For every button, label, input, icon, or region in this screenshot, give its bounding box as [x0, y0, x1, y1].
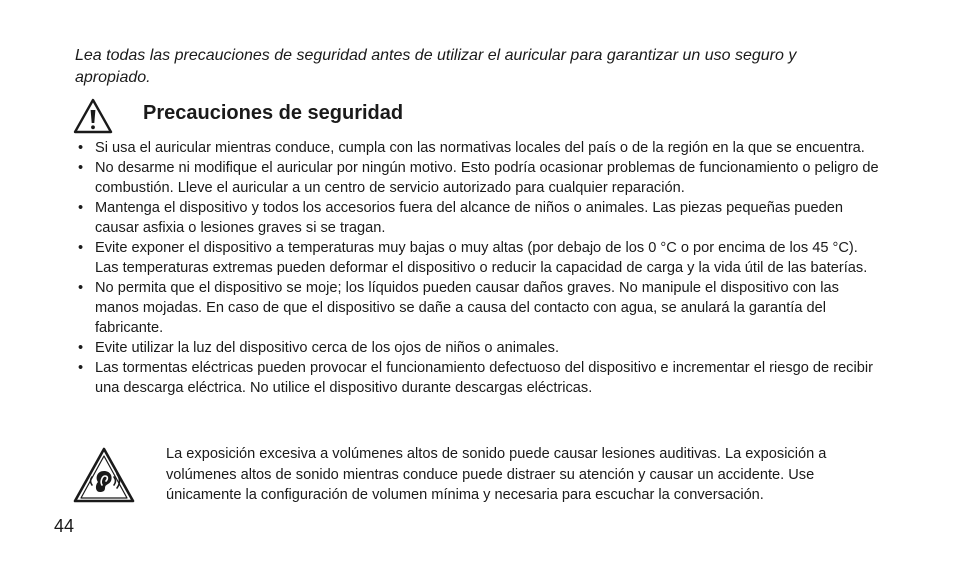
list-item: • Las tormentas eléctricas pueden provocar el funcionamiento defectuoso del dispositivo e incrementar el riesgo de recibir una descarga eléctrica. No utilice el dispositivo durante descargas eléctricas. [78, 358, 880, 398]
section-heading: Precauciones de seguridad [143, 102, 404, 124]
intro-text: Lea todas las precauciones de seguridad antes de utilizar el auricular para garantizar un uso seguro y apropiado. [75, 47, 797, 86]
list-item: • Evite exponer el dispositivo a temperaturas muy bajas o muy altas (por debajo de los 0 °C o por encima de los 45 °C). Las temperaturas extremas pueden deformar el dispositivo o reducir la capacidad de carga y la vida útil de las baterías. [78, 238, 880, 278]
precautions-list [78, 138, 880, 398]
list-item: • Mantenga el dispositivo y todos los accesorios fuera del alcance de niños o animales. Las piezas pequeñas pueden causar asfixia o lesiones graves si se tragan. [78, 198, 880, 238]
list-item: • Si usa el auricular mientras conduce, cumpla con las normativas locales del país o de la región en la que se encuentra. [78, 138, 880, 158]
list-item: • Evite utilizar la luz del dispositivo cerca de los ojos de niños o animales. [78, 338, 880, 358]
page-number: 44 [54, 516, 75, 536]
hearing-damage-warning-icon [73, 447, 135, 503]
hearing-warning-text: La exposición excesiva a volúmenes altos de sonido puede causar lesiones auditivas. La exposición a volúmenes altos de sonido mientras conduce puede distraer su atención y causar un accidente. Use únicamente la configuración de volumen mínima y necesaria para escuchar la conversación. [166, 446, 827, 503]
list-item: • No desarme ni modifique el auricular por ningún motivo. Esto podría ocasionar problemas de funcionamiento o peligro de combustión. Lleve el auricular a un centro de servicio autorizado para cualquier reparación. [78, 158, 880, 198]
warning-triangle-icon [73, 98, 113, 134]
list-item: • No permita que el dispositivo se moje; los líquidos pueden causar daños graves. No manipule el dispositivo con las manos mojadas. En caso de que el dispositivo se dañe a causa del contacto con agua, se anulará la garantía del fabricante. [78, 278, 880, 338]
